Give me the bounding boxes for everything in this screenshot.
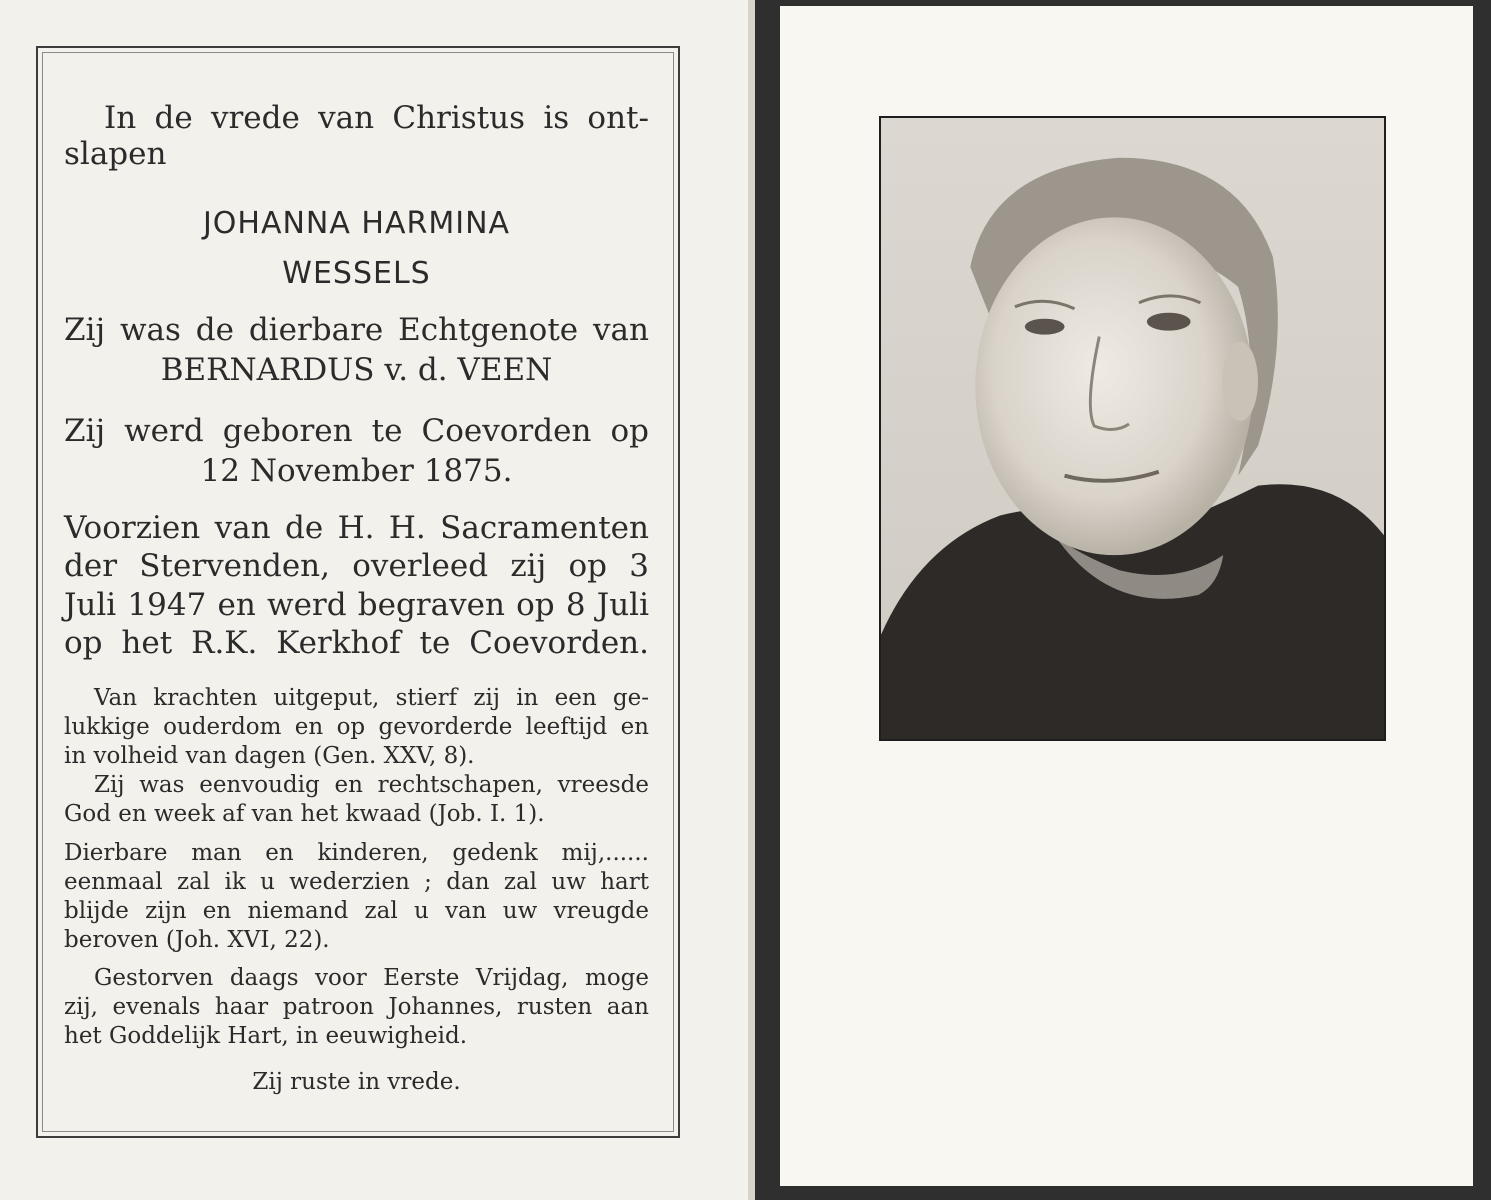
verse-1-line-1: Van krachten uitgeput, stierf zij in een ge- [94,685,649,711]
verse-1-line-2: lukkige ouderdom en op gevorderde leeftijd en [64,714,649,740]
spouse-name: BERNARDUS v. d. VEEN [160,352,553,388]
closing-line: Zij ruste in vrede. [252,1069,461,1095]
verse-3-line-1: Dierbare man en kinderen, gedenk mij,...... [64,840,649,866]
death-line-2: der Stervenden, overleed zij op 3 [64,548,649,584]
verse-3-line-4: beroven (Joh. XVI, 22). [64,927,330,953]
intro-line-1: In de vrede van Christus is ont- [104,100,649,136]
portrait-illustration [881,118,1384,739]
deceased-name-line-1: JOHANNA HARMINA [202,206,511,241]
memorial-card-photo-side [755,0,1491,1200]
deceased-name-line-2: WESSELS [282,256,431,291]
verse-2-line-1: Zij was eenvoudig en rechtschapen, vreesde [94,772,649,798]
death-line-3: Juli 1947 en werd begraven op 8 Juli [64,587,649,623]
birth-line-1: Zij werd geboren te Coevorden op [64,413,649,449]
verse-4-line-2: zij, evenals haar patroon Johannes, rusten aan [64,994,649,1020]
death-line-4: op het R.K. Kerkhof te Coevorden. [64,625,649,661]
card-divider [748,0,755,1200]
photo-card-inner [780,6,1473,1186]
intro-line-2: slapen [64,136,167,172]
verse-3-line-3: blijde zijn en niemand zal u van uw vreugde [64,898,649,924]
portrait-photo [879,116,1386,741]
verse-3-line-2: eenmaal zal ik u wederzien ; dan zal uw hart [64,869,649,895]
verse-4-line-3: het Goddelijk Hart, in eeuwigheid. [64,1023,468,1049]
birth-date: 12 November 1875. [200,453,513,489]
death-line-1: Voorzien van de H. H. Sacramenten [64,510,649,546]
verse-2-line-2: God en week af van het kwaad (Job. I. 1). [64,801,545,827]
spouse-line-1: Zij was de dierbare Echtgenote van [64,312,649,348]
verse-1-line-3: in volheid van dagen (Gen. XXV, 8). [64,743,475,769]
verse-4-line-1: Gestorven daags voor Eerste Vrijdag, moge [94,965,649,991]
